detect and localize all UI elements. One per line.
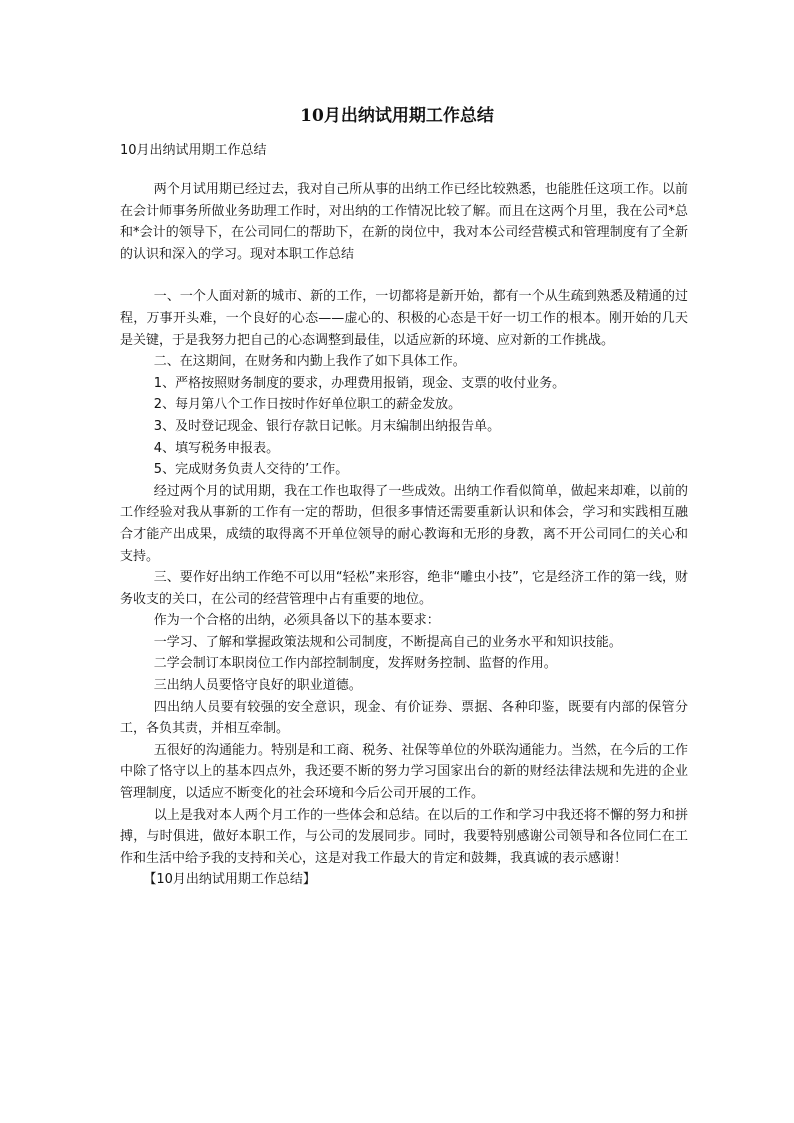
list-item: 三出纳人员要恪守良好的职业道德。 [153, 678, 362, 694]
intro-paragraph: 两个月试用期已经过去，我对自己所从事的出纳工作已经比较熟悉，也能胜任这项工作。以前在会计师事务所做业务助理工作时，对出纳的工作情况比较了解。而且在这两个月里，我在公司*总和*会计的领导下，在公司同仁的帮助下，在新的岗位中，我对本公司经营模式和管理制度有了全新的认识和深入的学习。现对本职工作总结 [120, 182, 688, 262]
closing-line: 【10月出纳试用期工作总结】 [143, 872, 316, 888]
document-subtitle: 10月出纳试用期工作总结 [120, 143, 267, 158]
list-item: 4、填写税务申报表。 [153, 440, 280, 456]
document-body [120, 179, 688, 891]
list-item: 1、严格按照财务制度的要求，办理费用报销，现金、支票的收付业务。 [153, 375, 566, 391]
list-item: 二学会制订本职岗位工作内部控制制度，发挥财务控制、监督的作用。 [153, 656, 557, 672]
list-item: 四出纳人员要有较强的安全意识，现金、有价证券、票据、各种印鉴，既要有内部的保管分工，各负其责，并相互牵制。 [120, 699, 688, 737]
body-paragraph: 三、要作好出纳工作绝不可以用“轻松”来形容，绝非“雕虫小技”，它是经济工作的第一线，财务收支的关口，在公司的经营管理中占有重要的地位。 [120, 570, 688, 607]
document-title: 10月出纳试用期工作总结 [300, 106, 494, 126]
list-item: 五很好的沟通能力。特别是和工商、税务、社保等单位的外联沟通能力。当然，在今后的工作中除了恪守以上的基本四点外，我还要不断的努力学习国家出台的新的财经法律法规和先进的企业管理制度，以适应不断变化的社会环境和今后公司开展的工作。 [120, 742, 688, 802]
list-item: 2、每月第八个工作日按时作好单位职工的薪金发放。 [153, 397, 462, 413]
body-paragraph: 一、一个人面对新的城市、新的工作，一切都将是新开始，都有一个从生疏到熟悉及精通的过程，万事开头难，一个良好的心态——虚心的、积极的心态是干好一切工作的根本。刚开始的几天是关键，于是我努力把自己的心态调整到最佳，以适应新的环境、应对新的工作挑战。 [120, 289, 688, 348]
body-paragraph: 以上是我对本人两个月工作的一些体会和总结。在以后的工作和学习中我还将不懈的努力和拼搏，与时俱进，做好本职工作，与公司的发展同步。同时，我要特别感谢公司领导和各位同仁在工作和生活中给予我的支持和关心，这是对我工作最大的肯定和鼓舞，我真诚的表示感谢！ [120, 807, 688, 866]
list-item: 3、及时登记现金、银行存款日记帐。月末编制出纳报告单。 [153, 418, 501, 434]
list-item: 5、完成财务负责人交待的’工作。 [153, 462, 349, 478]
body-paragraph: 经过两个月的试用期，我在工作也取得了一些成效。出纳工作看似简单，做起来却难，以前的工作经验对我从事新的工作有一定的帮助，但很多事情还需要重新认识和体会，学习和实践相互融合才能产出成果，成绩的取得离不开单位领导的耐心教诲和无形的身教，离不开公司同仁的关心和支持。 [120, 483, 688, 564]
list-item: 一学习、了解和掌握政策法规和公司制度，不断提高自己的业务水平和知识技能。 [153, 634, 622, 650]
body-paragraph: 二、在这期间，在财务和内勤上我作了如下具体工作。 [153, 354, 466, 370]
body-paragraph: 作为一个合格的出纳，必须具备以下的基本要求： [153, 613, 440, 629]
